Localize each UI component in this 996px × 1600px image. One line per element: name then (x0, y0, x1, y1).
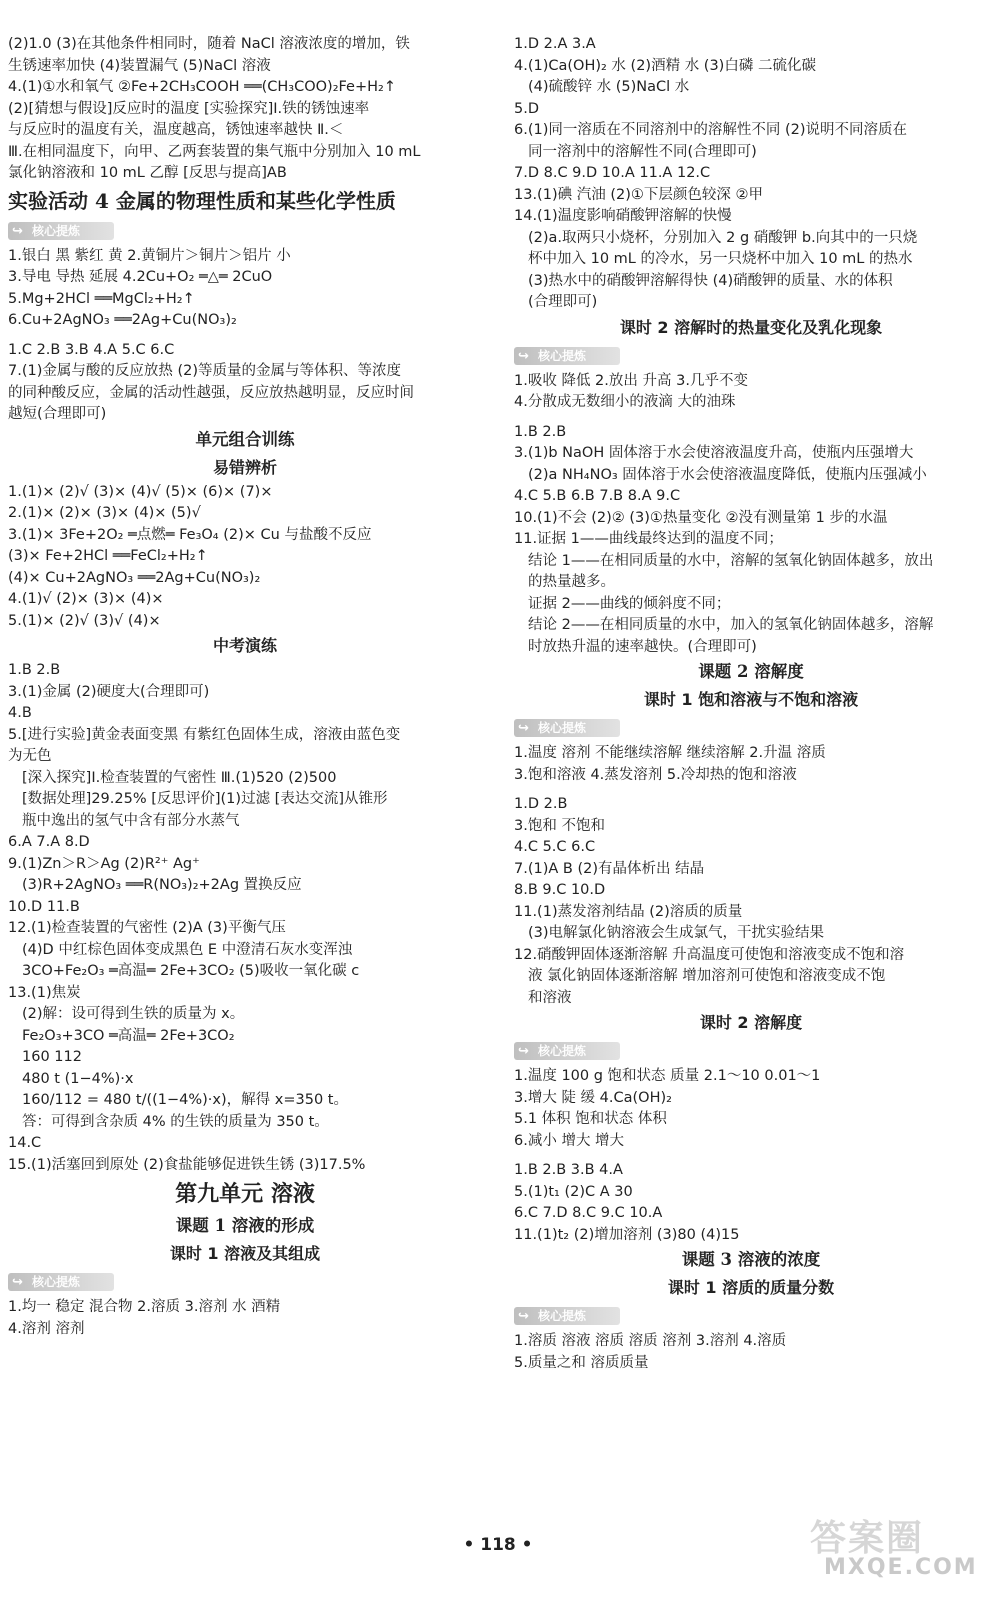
answer-line: 13.(1)焦炭 (8, 984, 81, 1001)
answer-line: 10.(1)不会 (2)② (3)①热量变化 ②没有测量第 1 步的水温 (514, 509, 888, 526)
answer-line: 1.吸收 降低 2.放出 升高 3.几乎不变 (514, 372, 748, 389)
answer-line: 3.(1)金属 (2)硬度大(合理即可) (8, 683, 210, 700)
section-tag (514, 719, 620, 737)
tag-label: 核心提炼 (538, 348, 587, 363)
answer-line: 12.(1)检查装置的气密性 (2)A (3)平衡气压 (8, 920, 286, 936)
answer-line: 瓶中逸出的氢气中含有部分水蒸气 (22, 812, 240, 829)
answer-line: 生锈速率加快 (4)装置漏气 (5)NaCl 溶液 (8, 57, 271, 74)
left-column (8, 34, 482, 1340)
tag-arrow-icon: ↪ (12, 223, 23, 239)
tag-arrow-icon: ↪ (518, 1309, 529, 1324)
answer-line: 6.Cu+2AgNO₃ ══2Ag+Cu(NO₃)₂ (8, 312, 237, 328)
tag-label: 核心提炼 (538, 1044, 587, 1058)
answer-line: 5.质量之和 溶质质量 (514, 1354, 649, 1371)
section-heading: 课题 2 溶解度 (698, 662, 804, 681)
answer-line: 1.银白 黑 紫红 黄 2.黄铜片＞铜片＞铝片 小 (8, 247, 291, 264)
answer-line: (合理即可) (528, 294, 598, 310)
answer-line: 同一溶剂中的溶解性不同(合理即可) (528, 143, 757, 160)
answer-line: 2.(1)× (2)× (3)× (4)× (5)√ (8, 505, 201, 521)
section-heading: 中考演练 (212, 636, 277, 655)
spacer (514, 414, 988, 422)
answer-line: 3.增大 陡 缓 4.Ca(OH)₂ (514, 1089, 672, 1106)
answer-line: 7.(1)A B (2)有晶体析出 结晶 (514, 860, 705, 877)
answer-line: (2)解：设可得到生铁的质量为 x。 (22, 1006, 245, 1022)
answer-line: (2)a NH₄NO₃ 固体溶于水会使溶液温度降低，使瓶内压强减小 (528, 466, 927, 483)
answer-line: 480 t (1−4%)·x (22, 1070, 134, 1087)
answer-line: 14.(1)温度影响硝酸钾溶解的快慢 (514, 208, 732, 224)
answer-line: 1.温度 溶剂 不能继续溶解 继续溶解 2.升温 溶质 (514, 745, 826, 761)
answer-line: [深入探究]Ⅰ.检查装置的气密性 Ⅲ.(1)520 (2)500 (22, 769, 337, 786)
answer-line: 11.(1)t₂ (2)增加溶剂 (3)80 (4)15 (514, 1226, 740, 1243)
answer-line: 4.(1)①水和氧气 ②Fe+2CH₃COOH ══(CH₃COO)₂Fe+H₂↑ (8, 79, 396, 95)
answer-line: (3)热水中的硝酸钾溶解得快 (4)硝酸钾的质量、水的体积 (528, 272, 893, 289)
answer-line: 1.B 2.B 3.B 4.A (514, 1162, 623, 1178)
answer-line: 6.减小 增大 增大 (514, 1132, 625, 1149)
answer-line: (3)R+2AgNO₃ ══R(NO₃)₂+2Ag 置换反应 (22, 877, 302, 893)
section-tag (8, 1273, 114, 1291)
section-tag (514, 1307, 620, 1325)
answer-line: 9.(1)Zn＞R＞Ag (2)R²⁺ Ag⁺ (8, 855, 200, 872)
answer-line: 1.(1)× (2)√ (3)× (4)√ (5)× (6)× (7)× (8, 483, 273, 500)
section-heading: 易错辨析 (212, 457, 277, 477)
answer-line: 3.饱和溶液 4.蒸发溶剂 5.冷却热的饱和溶液 (514, 766, 797, 783)
answer-line: 6.(1)同一溶质在不同溶剂中的溶解性不同 (2)说明不同溶质在 (514, 122, 908, 138)
answer-line: 4.(1)Ca(OH)₂ 水 (2)酒精 水 (3)白磷 二硫化碳 (514, 57, 816, 74)
answer-line: 160/112 = 480 t/((1−4%)·x)，解得 x=350 t。 (22, 1092, 348, 1108)
answer-line: 10.D 11.B (8, 898, 80, 915)
answer-line: 4.(1)√ (2)× (3)× (4)× (8, 591, 164, 607)
answer-line: [数据处理]29.25% [反思评价](1)过滤 [表达交流]从锥形 (22, 791, 388, 807)
answer-line: (2)a.取两只小烧杯，分别加入 2 g 硝酸钾 b.向其中的一只烧 (528, 229, 918, 246)
answer-line: 5.Mg+2HCl ══MgCl₂+H₂↑ (8, 290, 195, 307)
answer-line: 杯中加入 10 mL 的冷水，另一只烧杯中加入 10 mL 的热水 (528, 251, 913, 267)
answer-line: 5.(1)× (2)√ (3)√ (4)× (8, 612, 161, 629)
answer-line: 1.D 2.A 3.A (514, 36, 596, 52)
answer-line: 5.D (514, 100, 539, 117)
answer-line: 1.D 2.B (514, 796, 568, 812)
tag-arrow-icon: ↪ (518, 348, 529, 364)
answer-line: 4.溶剂 溶剂 (8, 1320, 85, 1337)
section-heading: 课题 1 溶液的形成 (175, 1216, 315, 1235)
answer-line: 1.均一 稳定 混合物 2.溶质 3.溶剂 水 酒精 (8, 1299, 281, 1315)
answer-line: 证据 2——曲线的倾斜度不同； (528, 595, 731, 612)
answer-line: 7.D 8.C 9.D 10.A 11.A 12.C (514, 165, 711, 181)
answer-line: 11.(1)蒸发溶剂结晶 (2)溶质的质量 (514, 903, 743, 920)
answer-line: 的热量越多。 (528, 574, 615, 590)
answer-line: 越短(合理即可) (8, 406, 107, 422)
answer-line: 4.C 5.C 6.C (514, 839, 596, 855)
answer-line: (4)D 中红棕色固体变成黑色 E 中澄清石灰水变浑浊 (22, 941, 353, 958)
answer-line: 13.(1)碘 汽油 (2)①下层颜色较深 ②甲 (514, 186, 763, 203)
answer-line: 结论 2——在相同质量的水中，加入的氢氧化钠固体越多，溶解 (528, 617, 934, 633)
tag-arrow-icon: ↪ (518, 721, 529, 736)
answer-line: 3.(1)b NaOH 固体溶于水会使溶液温度升高，使瓶内压强增大 (514, 445, 914, 461)
answer-line: 5.1 体积 饱和状态 体积 (514, 1111, 667, 1127)
section-heading: 课时 2 溶解时的热量变化及乳化现象 (619, 317, 883, 337)
watermark-text: 答案圈 (810, 1518, 925, 1559)
answer-line: 14.C (8, 1135, 42, 1151)
answer-line: 6.A 7.A 8.D (8, 834, 90, 850)
right-column (514, 34, 988, 1374)
answer-line: 3.导电 导热 延展 4.2Cu+O₂ ═△═ 2CuO (8, 269, 273, 285)
answer-line: 12.硝酸钾固体逐渐溶解 升高温度可使饱和溶液变成不饱和溶 (514, 946, 905, 963)
answer-line: 4.C 5.B 6.B 7.B 8.A 9.C (514, 488, 681, 504)
answer-line: 8.B 9.C 10.D (514, 882, 606, 898)
tag-label: 核心提炼 (32, 1275, 81, 1289)
answer-line: 1.C 2.B 3.B 4.A 5.C 6.C (8, 341, 175, 358)
section-tag (514, 1042, 620, 1060)
answer-line: (2)[猜想与假设]反应时的温度 [实验探究]Ⅰ.铁的锈蚀速率 (8, 100, 370, 117)
tag-label: 核心提炼 (538, 1309, 587, 1323)
watermark-logo (810, 1510, 986, 1592)
answer-line: 1.B 2.B (8, 662, 61, 678)
answer-line: Fe₂O₃+3CO ═高温═ 2Fe+3CO₂ (22, 1027, 235, 1044)
section-heading: 课时 1 饱和溶液与不饱和溶液 (643, 690, 859, 709)
answer-line: 3.饱和 不饱和 (514, 817, 605, 834)
tag-label: 核心提炼 (538, 721, 587, 735)
watermark-url: MXQE.COM (824, 1555, 978, 1580)
section-heading: 课时 2 溶解度 (699, 1013, 803, 1032)
section-tag (8, 222, 114, 240)
spacer (8, 332, 482, 340)
tag-label: 核心提炼 (32, 223, 81, 238)
answer-line: 5.[进行实验]黄金表面变黑 有紫红色固体生成，溶液由蓝色变 (8, 726, 401, 743)
answer-line: 7.(1)金属与酸的反应放热 (2)等质量的金属与等体积、等浓度 (8, 363, 402, 379)
section-tag (514, 347, 620, 365)
tag-arrow-icon: ↪ (12, 1275, 23, 1290)
section-heading: 第九单元 溶液 (175, 1181, 315, 1207)
answer-line: 液 氯化钠固体逐渐溶解 增加溶剂可使饱和溶液变成不饱 (528, 968, 886, 984)
answer-line: 与反应时的温度有关，温度越高，锈蚀速率越快 Ⅱ.＜ (8, 122, 344, 138)
section-heading: 课时 1 溶质的质量分数 (667, 1278, 835, 1297)
answer-line: 的同种酸反应，金属的活动性越强，反应放热越明显，反应时间 (8, 384, 414, 401)
answer-line: (3)电解氯化钠溶液会生成氯气，干扰实验结果 (528, 925, 825, 941)
section-heading: 课题 3 溶液的浓度 (681, 1250, 821, 1269)
answer-line: (3)× Fe+2HCl ══FeCl₂+H₂↑ (8, 548, 208, 564)
answer-line: 结论 1——在相同质量的水中，溶解的氢氧化钠固体越多，放出 (528, 552, 934, 569)
answer-line: 氯化钠溶液和 10 mL 乙醇 [反思与提高]AB (8, 165, 287, 181)
answer-line: Ⅲ.在相同温度下，向甲、乙两套装置的集气瓶中分别加入 10 mL (8, 143, 421, 160)
answer-line: 15.(1)活塞回到原处 (2)食盐能够促进铁生锈 (3)17.5% (8, 1156, 366, 1173)
answer-line: (2)1.0 (3)在其他条件相同时，随着 NaCl 溶液浓度的增加，铁 (8, 36, 410, 52)
answer-line: 4.B (8, 705, 32, 721)
answer-line: 1.温度 100 g 饱和状态 质量 2.1～10 0.01～1 (514, 1068, 821, 1084)
answer-line: (4)× Cu+2AgNO₃ ══2Ag+Cu(NO₃)₂ (8, 569, 261, 586)
section-heading: 实验活动 4 金属的物理性质和某些化学性质 (8, 188, 396, 213)
answer-line: 为无色 (8, 748, 52, 764)
answer-line: 答：可得到含杂质 4% 的生铁的质量为 350 t。 (22, 1113, 329, 1130)
spacer (514, 1152, 988, 1160)
section-heading: 课时 1 溶液及其组成 (169, 1244, 321, 1263)
tag-arrow-icon: ↪ (518, 1044, 529, 1059)
answer-line: (4)硫酸锌 水 (5)NaCl 水 (528, 79, 690, 95)
section-heading: 单元组合训练 (195, 429, 295, 449)
answer-line: 1.溶质 溶液 溶质 溶质 溶剂 3.溶剂 4.溶质 (514, 1333, 787, 1349)
answer-line: 4.分散成无数细小的液滴 大的油珠 (514, 394, 736, 410)
answer-line: 160 112 (22, 1049, 82, 1065)
answer-line: 1.B 2.B (514, 423, 567, 440)
page-number: • 118 • (463, 1535, 533, 1555)
answer-line: 11.证据 1——曲线最终达到的温度不同； (514, 531, 783, 547)
answer-line: 3CO+Fe₂O₃ ═高温═ 2Fe+3CO₂ (5)吸收一氧化碳 c (22, 963, 360, 979)
answer-line: 5.(1)t₁ (2)C A 30 (514, 1183, 633, 1200)
answer-line: 3.(1)× 3Fe+2O₂ ═点燃═ Fe₃O₄ (2)× Cu 与盐酸不反应 (8, 526, 372, 543)
answer-line: 时放热升温的速率越快。(合理即可) (528, 638, 757, 655)
answer-line: 6.C 7.D 8.C 9.C 10.A (514, 1205, 663, 1221)
spacer (514, 786, 988, 794)
answer-line: 和溶液 (528, 989, 572, 1006)
